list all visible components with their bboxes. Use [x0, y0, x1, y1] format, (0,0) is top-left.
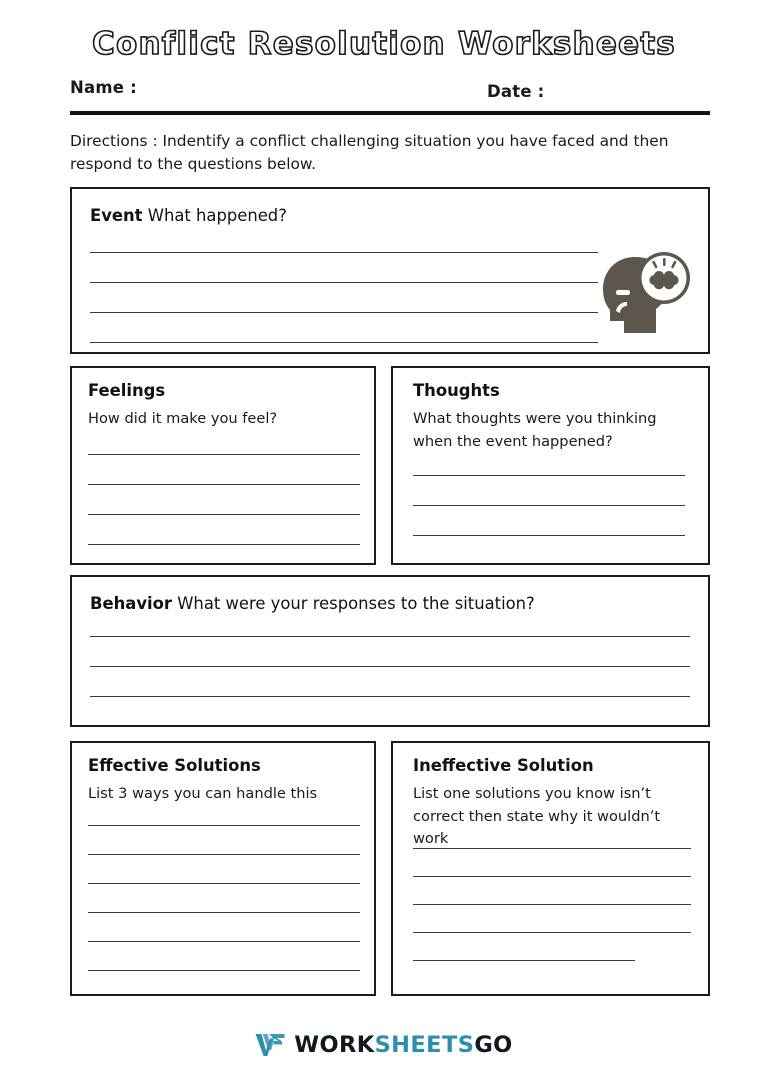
write-line[interactable] — [413, 475, 685, 476]
date-label: Date : — [487, 82, 545, 101]
event-section — [70, 187, 710, 354]
behavior-section — [70, 575, 710, 727]
write-line[interactable] — [413, 876, 691, 877]
write-line[interactable] — [88, 854, 360, 855]
page-title: Conflict Resolution Worksheets — [92, 26, 676, 62]
logo-text-work: WORK — [294, 1032, 375, 1058]
write-line[interactable] — [90, 696, 690, 697]
directions-text: Directions : Indentify a conflict challenging situation you have faced and then respond to the questions below. — [70, 132, 669, 174]
write-line[interactable] — [413, 535, 685, 536]
write-line[interactable] — [88, 970, 360, 971]
write-line[interactable] — [413, 960, 635, 961]
angry-head-icon — [594, 249, 694, 344]
write-line[interactable] — [413, 932, 691, 933]
event-heading — [90, 205, 287, 227]
ineffective-solution-section — [391, 741, 710, 996]
name-label: Name : — [70, 78, 137, 97]
thoughts-prompt: What thoughts were you thinking when the event happened? — [413, 410, 657, 450]
feelings-section — [70, 366, 376, 565]
write-line[interactable] — [88, 941, 360, 942]
write-line[interactable] — [88, 825, 360, 826]
feelings-prompt: How did it make you feel? — [88, 410, 278, 427]
write-line[interactable] — [413, 904, 691, 905]
w-chevron-logo-icon — [255, 1033, 285, 1057]
write-line[interactable] — [90, 312, 598, 313]
write-line[interactable] — [413, 505, 685, 506]
event-heading-rest: What happened? — [147, 206, 287, 225]
ineffective-solution-prompt: List one solutions you know isn’t correct then state why it wouldn’t work — [413, 785, 661, 848]
logo-text-go: GO — [474, 1032, 513, 1058]
write-line[interactable] — [90, 636, 690, 637]
event-heading-strong: Event — [90, 206, 143, 225]
ineffective-solution-heading: Ineffective Solution — [413, 756, 594, 775]
thoughts-heading: Thoughts — [413, 381, 500, 400]
write-line[interactable] — [88, 544, 360, 545]
logo-text-sheets: SHEETS — [374, 1032, 475, 1058]
behavior-heading — [90, 593, 535, 615]
write-line[interactable] — [88, 514, 360, 515]
write-line[interactable] — [90, 666, 690, 667]
effective-solutions-heading: Effective Solutions — [88, 756, 261, 775]
write-line[interactable] — [90, 252, 598, 253]
thoughts-section — [391, 366, 710, 565]
write-line[interactable] — [90, 342, 598, 343]
write-line[interactable] — [88, 454, 360, 455]
write-line[interactable] — [90, 282, 598, 283]
write-line[interactable] — [88, 484, 360, 485]
behavior-heading-strong: Behavior — [90, 594, 172, 613]
write-line[interactable] — [413, 848, 691, 849]
write-line[interactable] — [88, 912, 360, 913]
footer-logo — [0, 1032, 768, 1058]
effective-solutions-prompt: List 3 ways you can handle this — [88, 785, 318, 802]
write-line[interactable] — [88, 883, 360, 884]
logo-wordmark — [294, 1032, 512, 1058]
feelings-heading: Feelings — [88, 381, 166, 400]
effective-solutions-section — [70, 741, 376, 996]
behavior-heading-rest: What were your responses to the situation? — [177, 594, 535, 613]
header-divider — [70, 111, 710, 115]
